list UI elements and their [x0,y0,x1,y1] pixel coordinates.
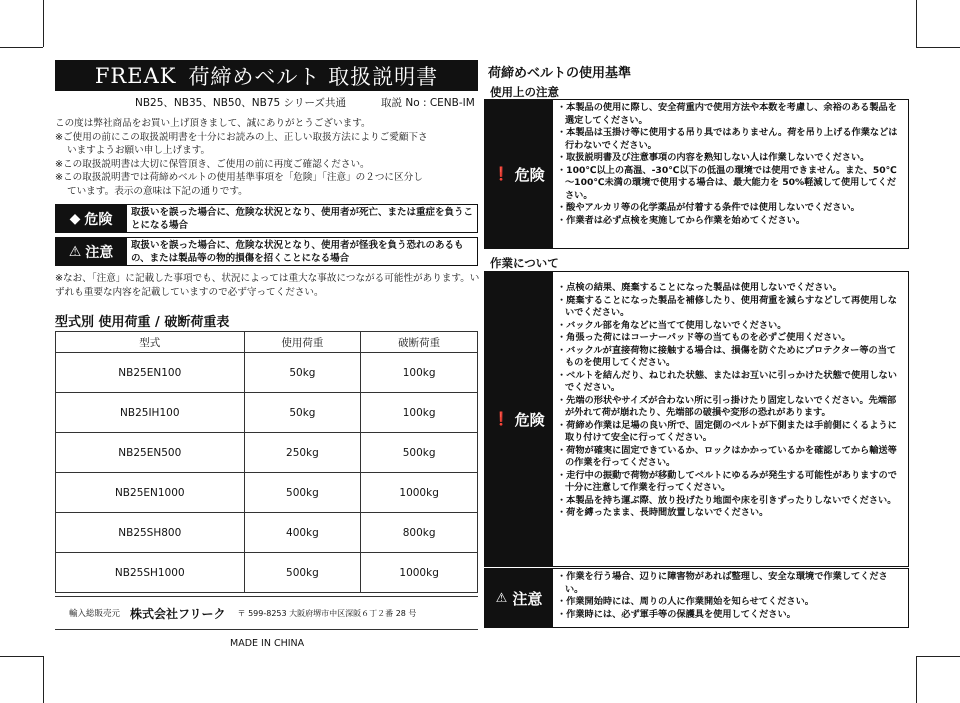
criteria-heading: 荷締めベルトの使用基準 [488,66,632,81]
page-title [55,60,478,91]
list-item: ・廃棄することになった製品を補修したり、使用荷重を減らすなどして再使用しないでください。 [557,294,897,318]
cell-working-load: 500kg [244,473,361,513]
title-text: 荷締めベルト 取扱説明書 [188,64,439,89]
list-item: ・100℃以上の高温、-30℃以下の低温の環境では使用できません。また、50℃～100℃未満の環境で使用する場合は、最大能力を 50%軽減して使用してください。 [557,164,897,201]
cell-breaking-load: 1000kg [361,553,478,593]
crop-mark [0,656,43,657]
caution-description: 取扱いを誤った場合に、危険な状況となり、使用者が怪我を負う恐れのあるもの、または製品等の物的損傷を招くことになる場合 [127,237,478,266]
note-text: ※なお、「注意」に記載した事項でも、状況によっては重大な事故につながる可能性があります。いずれも重要な内容を記載していますので必ず守ってください。 [55,273,480,298]
warning-triangle-icon: ⚠ [495,590,508,606]
danger-label [485,272,553,566]
crop-mark [916,656,960,657]
header-working-load: 使用荷重 [244,332,361,353]
list-item: ・酸やアルカリ等の化学薬品が付着する条件では使用しないでください。 [557,202,860,213]
work-heading: 作業について [490,256,559,270]
crop-mark [0,47,43,48]
list-item: ・荷物が確実に固定できているか、ロックはかかっているかを確認してから輸送等の作業を行ってください。 [557,444,897,468]
danger-icon: ◆ [69,210,81,227]
series-text: NB25、NB35、NB50、NB75 シリーズ共通 [135,97,346,109]
cell-model: NB25SH1000 [56,553,245,593]
crop-mark [43,0,44,47]
crop-mark [43,656,44,703]
cell-working-load: 50kg [244,393,361,433]
list-item: ・角張った荷にはコーナーパッド等の当てものを必ずご使用ください。 [557,332,851,343]
intro-line: この度は弊社商品をお買い上げ頂きまして、誠にありがとうございます。 [55,118,371,129]
list-item: ・先端の形状やサイズが合わない所に引っ掛けたり固定しないでください。先端部が外れて荷が崩れたり、先端部の破損や変形の恐れがあります。 [557,394,897,418]
list-item: ・作業者は必ず点検を実施してから作業を始めてください。 [557,214,806,226]
table-row [56,433,478,473]
caution-badge-label: 注意 [85,244,114,261]
company-name: 株式会社フリーク [130,606,226,621]
list-item: ・作業時には、必ず軍手等の保護具を使用してください。 [557,608,796,620]
work-caution-box [484,568,909,628]
list-item: ・作業開始時には、周りの人に作業開始を知らせてください。 [557,596,814,607]
cell-model: NB25EN1000 [56,473,245,513]
list-item: ・取扱説明書及び注意事項の内容を熟知しない人は作業しないでください。 [557,152,870,163]
header-model: 型式 [56,332,245,353]
crop-mark [916,47,960,48]
legend-caution [55,237,478,266]
table-row [56,473,478,513]
warning-triangle-icon: ⚠ [68,243,82,260]
brand-name: FREAK [94,63,177,88]
table-row [56,553,478,593]
usage-heading: 使用上の注意 [490,85,559,99]
cell-breaking-load: 100kg [361,353,478,393]
cell-working-load: 250kg [244,433,361,473]
cell-model: NB25SH800 [56,513,245,553]
list-item: ・本製品の使用に際し、安全荷重内で使用方法や本数を考慮し、余裕のある製品を選定してください。 [557,102,897,126]
cell-model: NB25EN500 [56,433,245,473]
intro-line: ※この取扱説明書では荷締めベルトの使用基準事項を「危険」「注意」の２つに区分し [55,172,423,184]
usage-items [553,100,908,248]
list-item: ・ベルトを結んだり、ねじれた状態、またはお互いに引っかけた状態で使用しないでください。 [557,369,897,393]
list-item: ・本製品を持ち運ぶ際、放り投げたり地面や床を引きずったりしないでください。 [557,494,897,506]
doc-number: 取説 No : CENB-IM [381,97,475,109]
danger-label-text: 危険 [514,165,545,184]
cell-working-load: 500kg [244,553,361,593]
made-in-text: MADE IN CHINA [230,638,305,649]
table-row [56,393,478,433]
cell-breaking-load: 500kg [361,433,478,473]
list-item: ・走行中の振動で荷物が移動してベルトにゆるみが発生する可能性がありますので十分に注意して作業を行ってください。 [557,469,897,493]
crop-mark [916,656,917,703]
work-danger-box [484,271,909,567]
danger-description: 取扱いを誤った場合に、危険な状況となり、使用者が死亡、または重症を負うことになる場合 [127,204,478,233]
intro-line: いますようお願い申し上げます。 [67,145,211,157]
legend-danger [55,204,478,233]
importer-label: 輸入総販売元 [69,609,121,619]
list-item: ・バックルが直接荷物に接触する場合は、損傷を防ぐためにプロテクター等の当てものを使用してください。 [557,344,897,368]
danger-label-text: 危険 [514,410,545,429]
work-danger-items [553,272,908,566]
caution-label-text: 注意 [512,589,543,608]
intro-text [55,117,480,199]
table-row [56,353,478,393]
list-item: ・本製品は玉掛け等に使用する吊り具ではありません。荷を吊り上げる作業などは行わないでください。 [557,127,898,151]
load-table [55,331,478,593]
table-row [56,513,478,553]
cell-model: NB25EN100 [56,353,245,393]
work-caution-items [553,569,908,627]
table-header-row [56,332,478,353]
crop-mark [916,0,917,47]
danger-label [485,100,553,248]
danger-icon: ❗ [493,166,510,182]
danger-icon: ❗ [493,411,510,427]
usage-danger-box [484,99,909,249]
danger-badge [55,204,127,233]
list-item: ・作業を行う場合、辺りに障害物があれば整理し、安全な環境で作業してください。 [557,571,888,595]
cell-working-load: 400kg [244,513,361,553]
company-address: 〒 599-8253 大阪府堺市中区深阪６丁２番 28 号 [237,608,417,618]
cell-breaking-load: 1000kg [361,473,478,513]
intro-line: ています。表示の意味は下記の通りです。 [67,185,248,197]
caution-label [485,569,553,627]
intro-line: ※この取扱説明書は大切に保管頂き、ご使用の前に再度ご確認ください。 [55,158,370,170]
cell-breaking-load: 100kg [361,393,478,433]
list-item: ・荷締め作業は足場の良い所で、固定側のベルトが下側または手前側にくるように取り付けて安全に行ってください。 [557,419,897,443]
list-item: ・荷を縛ったまま、長時間放置しないでください。 [557,507,769,518]
cell-breaking-load: 800kg [361,513,478,553]
importer-info [55,596,478,630]
intro-line: ※ご使用の前にこの取扱説明書を十分にお読みの上、正しい取扱方法によりご愛顧下さ [55,131,428,143]
caution-badge [55,237,127,266]
list-item: ・バックル部を角などに当てて使用しないでください。 [557,319,787,331]
table-heading: 型式別 使用荷重 / 破断荷重表 [55,315,230,330]
cell-model: NB25IH100 [56,393,245,433]
cell-working-load: 50kg [244,353,361,393]
header-breaking-load: 破断荷重 [361,332,478,353]
list-item: ・点検の結果、廃棄することになった製品は使用しないでください。 [557,282,842,293]
danger-badge-label: 危険 [84,211,113,228]
